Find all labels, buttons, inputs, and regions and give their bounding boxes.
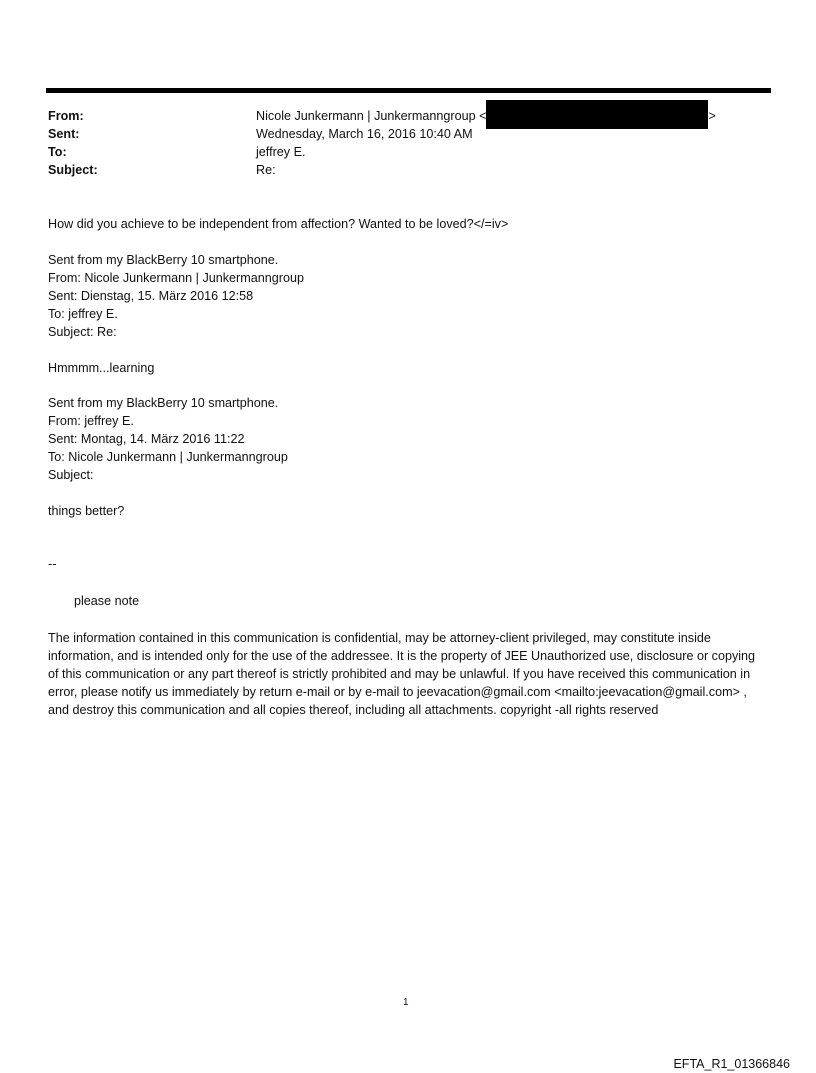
- subject-row: [48, 163, 748, 180]
- sent-value: Wednesday, March 16, 2016 10:40 AM: [256, 127, 473, 141]
- subject-value: Re:: [256, 163, 276, 177]
- please-note: please note: [74, 594, 140, 608]
- sent-label: Sent:: [48, 127, 80, 141]
- bates-number: EFTA_R1_01366846: [673, 1057, 790, 1071]
- reply2-from: From: jeffrey E.: [48, 414, 134, 428]
- to-value: jeffrey E.: [256, 145, 306, 159]
- signature-separator: --: [48, 557, 57, 571]
- redaction-box: [486, 100, 708, 129]
- reply2-subject: Subject:: [48, 468, 94, 482]
- to-row: [48, 145, 748, 162]
- from-label: From:: [48, 109, 84, 123]
- reply2-sent: Sent: Montag, 14. März 2016 11:22: [48, 432, 245, 446]
- reply1-to: To: jeffrey E.: [48, 307, 118, 321]
- reply2-to: To: Nicole Junkermann | Junkermanngroup: [48, 450, 288, 464]
- learning-text: Hmmmm...learning: [48, 361, 155, 375]
- reply1-sent-from: Sent from my BlackBerry 10 smartphone.: [48, 253, 279, 267]
- page-number: 1: [403, 997, 409, 1008]
- reply1-from: From: Nicole Junkermann | Junkermanngroup: [48, 271, 304, 285]
- sent-row: [48, 127, 748, 144]
- reply1-subject: Subject: Re:: [48, 325, 117, 339]
- from-value-end: >: [708, 109, 716, 123]
- question-text: How did you achieve to be independent from affection? Wanted to be loved?</=iv>: [48, 217, 509, 231]
- from-sender: Nicole Junkermann | Junkermanngroup <: [256, 109, 487, 123]
- header-rule: [46, 88, 771, 93]
- things-better-text: things better?: [48, 504, 125, 518]
- disclaimer-paragraph: The information contained in this communication is confidential, may be attorney-client privileged, may constitute inside information, and is intended only for the use of the addressee. It is the property of JEE Unauthorized use, disclosure or copying of this communication or any part thereof is strictly prohibited and may be unlawful. If you have received this communication in error, please notify us immediately by return e-mail or by e-mail to jeevacation@gmail.com <mailto:jeevacation@gmail.com> , and destroy this communication and all copies thereof, including all attachments. copyright -all rights reserved: [48, 631, 756, 717]
- to-label: To:: [48, 145, 67, 159]
- reply2-sent-from: Sent from my BlackBerry 10 smartphone.: [48, 396, 279, 410]
- from-value: [256, 109, 716, 129]
- reply1-sent: Sent: Dienstag, 15. März 2016 12:58: [48, 289, 254, 303]
- subject-label: Subject:: [48, 163, 98, 177]
- from-row: [48, 109, 748, 126]
